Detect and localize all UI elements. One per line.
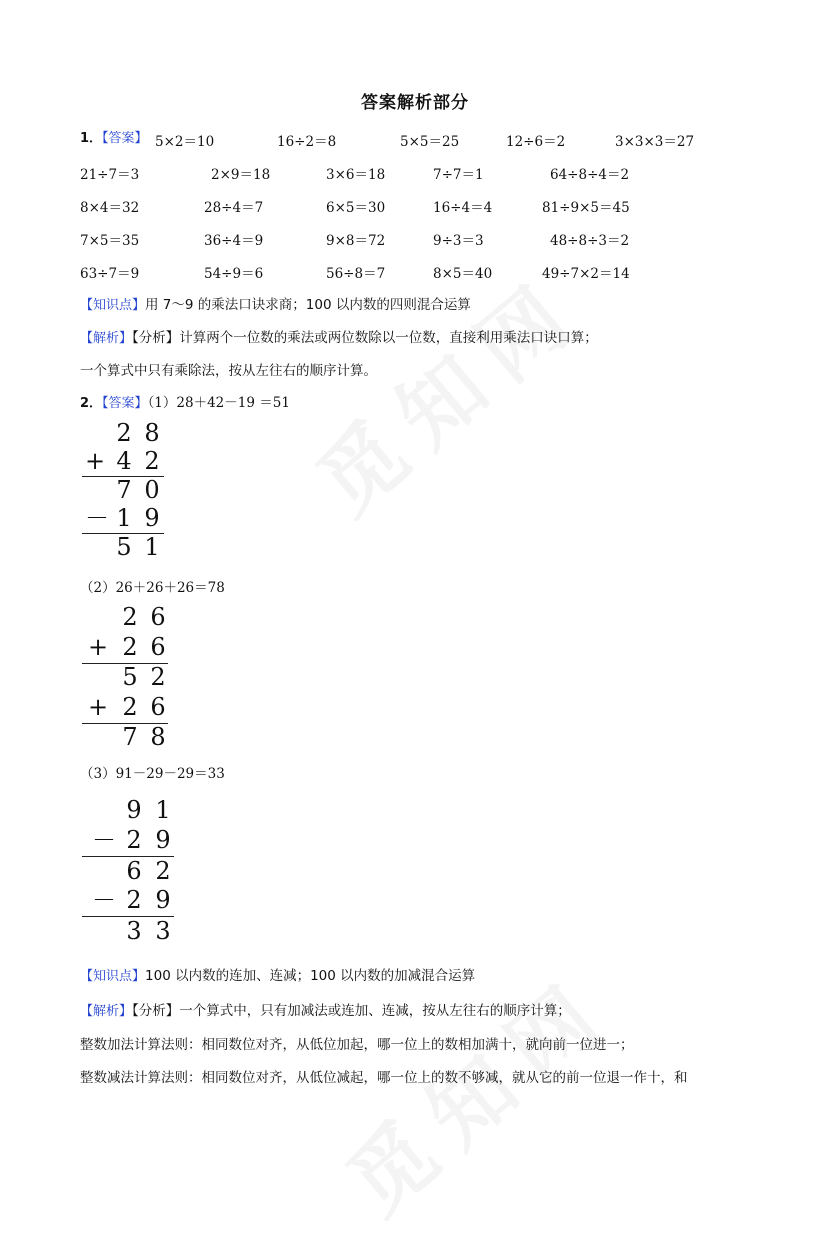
- answer-tag: 【答案】: [102, 131, 148, 146]
- analysis-text: 计算两个一位数的乘法或两位数除以一位数，直接利用乘法口诀口算；: [179, 330, 598, 346]
- digit: 1: [155, 796, 171, 824]
- problem: 28÷4＝7: [204, 200, 264, 216]
- digit: 1: [144, 533, 160, 561]
- problem: 3×6＝18: [326, 167, 386, 183]
- digit: 1: [116, 504, 132, 532]
- digit: 2: [122, 603, 138, 631]
- problem: 16÷4＝4: [433, 200, 493, 216]
- question-number: 2．: [80, 396, 103, 411]
- problem-1: （1）28＋42－19 ＝51: [147, 395, 290, 411]
- question-number: 1．: [80, 131, 103, 146]
- digit: 2: [116, 419, 132, 447]
- digit: 6: [150, 693, 166, 721]
- question-1-answer-header: [80, 128, 148, 149]
- addition-rule: 整数加法计算法则：相同数位对齐，从低位加起，哪一位上的数相加满十，就向前一位进一；: [80, 1037, 634, 1053]
- knowledge-point: [80, 964, 475, 984]
- question-2-answer-header: [80, 391, 290, 411]
- digit: 0: [144, 476, 160, 504]
- watermark: [318, 944, 635, 1237]
- problem: 49÷7×2＝14: [542, 266, 630, 282]
- digit: 2: [155, 857, 171, 885]
- subtraction-rule: 整数减法计算法则：相同数位对齐，从低位减起，哪一位上的数不够减，就从它的前一位退一作十，和: [80, 1070, 688, 1086]
- operator: －: [92, 826, 116, 854]
- knowledge-text: 用 7～9 的乘法口诀求商；100 以内数的四则混合运算: [145, 297, 471, 313]
- problem: 12÷6＝2: [506, 134, 566, 150]
- problem: 9×8＝72: [326, 233, 386, 249]
- problem: 81÷9×5＝45: [542, 200, 630, 216]
- problem-3: （3）91－29－29＝33: [80, 766, 225, 782]
- digit: 5: [116, 533, 132, 561]
- problem: 3×3×3＝27: [615, 134, 695, 150]
- analysis-text: 一个算式中只有乘除法，按从左往右的顺序计算。: [80, 363, 377, 379]
- problem: 2×9＝18: [211, 167, 271, 183]
- knowledge-tag: 【知识点】: [80, 298, 146, 313]
- page-title: 答案解析部分: [361, 93, 469, 113]
- digit: 8: [150, 723, 166, 751]
- problem: 5×2＝10: [155, 134, 215, 150]
- operator: －: [85, 504, 109, 532]
- digit: 9: [126, 796, 142, 824]
- digit: 2: [126, 826, 142, 854]
- digit: 2: [122, 693, 138, 721]
- digit: 6: [150, 633, 166, 661]
- analysis-tag: 【解析】: [80, 1004, 133, 1019]
- digit: 9: [155, 886, 171, 914]
- digit: 5: [122, 663, 138, 691]
- knowledge-text: 100 以内数的连加、连减；100 以内数的加减混合运算: [145, 968, 476, 984]
- operator: +: [88, 693, 109, 721]
- answer-tag: 【答案】: [102, 396, 148, 411]
- digit: 7: [122, 723, 138, 751]
- analysis: [80, 326, 598, 346]
- digit: 2: [122, 633, 138, 661]
- problem: 63÷7＝9: [80, 266, 140, 282]
- problem-2: （2）26＋26＋26＝78: [80, 580, 225, 596]
- digit: 2: [150, 663, 166, 691]
- digit: 2: [126, 886, 142, 914]
- digit: 9: [144, 504, 160, 532]
- problem: 8×5＝40: [433, 266, 493, 282]
- problem: 54÷9＝6: [204, 266, 264, 282]
- operator: +: [85, 447, 106, 475]
- problem: 7÷7＝1: [433, 167, 484, 183]
- problem: 56÷8＝7: [326, 266, 386, 282]
- digit: 4: [116, 447, 132, 475]
- problem: 8×4＝32: [80, 200, 140, 216]
- digit: 2: [144, 447, 160, 475]
- problem: 64÷8÷4＝2: [550, 167, 630, 183]
- operator: －: [92, 886, 116, 914]
- problem: 5×5＝25: [400, 134, 460, 150]
- problem: 6×5＝30: [326, 200, 386, 216]
- problem: 21÷7＝3: [80, 167, 140, 183]
- digit: 8: [144, 419, 160, 447]
- digit: 7: [116, 476, 132, 504]
- digit: 9: [155, 826, 171, 854]
- operator: +: [88, 633, 109, 661]
- analysis-tag: 【解析】: [80, 331, 133, 346]
- watermark: [288, 244, 605, 537]
- problem: 7×5＝35: [80, 233, 140, 249]
- digit: 3: [155, 917, 171, 945]
- digit: 6: [150, 603, 166, 631]
- digit: 3: [126, 917, 142, 945]
- knowledge-point: [80, 293, 471, 313]
- analysis-subtag: 【分析】: [132, 330, 180, 346]
- problem: 16÷2＝8: [277, 134, 337, 150]
- analysis-text: 一个算式中，只有加减法或连加、连减，按从左往右的顺序计算；: [179, 1003, 571, 1019]
- digit: 6: [126, 857, 142, 885]
- problem: 9÷3＝3: [433, 233, 484, 249]
- problem: 36÷4＝9: [204, 233, 264, 249]
- analysis: [80, 999, 571, 1019]
- analysis-subtag: 【分析】: [132, 1003, 180, 1019]
- problem: 48÷8÷3＝2: [550, 233, 630, 249]
- knowledge-tag: 【知识点】: [80, 969, 146, 984]
